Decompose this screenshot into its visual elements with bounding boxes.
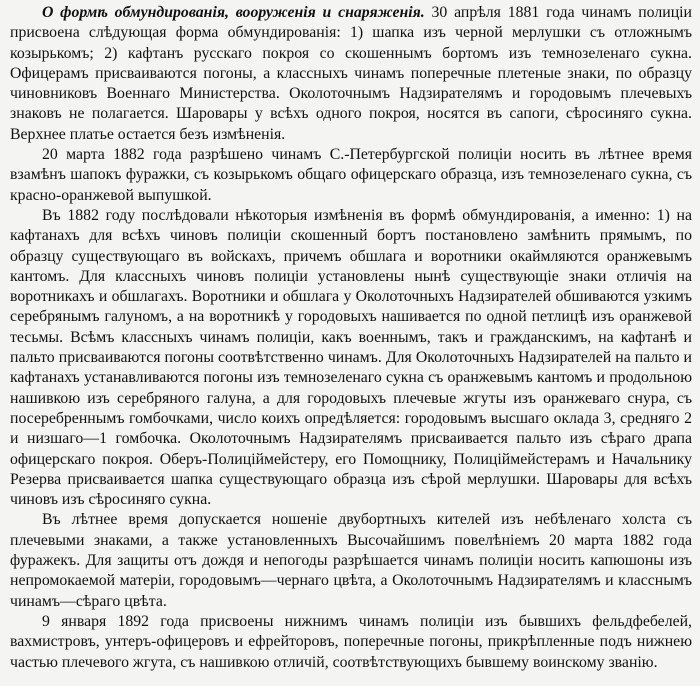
paragraph-5: 9 января 1892 года присвоены нижнимъ чинамъ полиціи изъ бывшихъ фельдфебелей, вахмистровъ, унтеръ-офицеровъ и ефрейторовъ, поперечные погоны, прикрѣпленные подъ нижнею частью плечевого жгута, съ нашивкою отличій, соотвѣтствующихъ бывшему воинскому званію. <box>10 612 692 671</box>
paragraph-1-text: 30 апрѣля 1881 года чинамъ полиціи присвоена слѣдующая форма обмундированія: 1) шапка изъ черной мерлушки съ отложнымъ козырькомъ; 2) кафтанъ русскаго покроя со скошеннымъ бортомъ изъ темнозеленаго сукна. Офицерамъ присваиваются погоны, а классныхъ чинамъ поперечные плетеные знаки, по образцу чиновниковъ Военнаго Министерства. Околоточнымъ Надзирателямъ и городовымъ плечевыхъ знаковъ не полагается. Шаровары у всѣхъ одного покроя, носятся въ сапоги, сѣросиняго сукна. Верхнее платье остается безъ измѣненія. <box>10 4 693 143</box>
paragraph-4: Въ лѣтнее время допускается ношеніе двубортныхъ кителей изъ небѣленаго холста съ плечевыми знаками, а также установленныхъ Высочайшимъ повелѣніемъ 20 марта 1882 года фуражекъ. Для защиты отъ дождя и непогоды разрѣшается чинамъ полиціи носить капюшоны изъ непромокаемой матеріи, городовымъ—чернаго цвѣта, а Околоточнымъ Надзирателямъ и класснымъ чинамъ—сѣраго цвѣта. <box>10 511 692 610</box>
paragraph-2: 20 марта 1882 года разрѣшено чинамъ С.-Петербургской полиціи носить въ лѣтнее время взамѣнъ шапокъ фуражки, съ козырькомъ общаго офицерскаго образца, изъ темнозеленаго сукна, съ красно-оранжевой выпушкой. <box>10 146 692 204</box>
paragraph-3: Въ 1882 году послѣдовали нѣкоторыя измѣненія въ формѣ обмундированія, а именно: 1) на кафтанахъ для всѣхъ чиновъ полиціи скошенный бортъ постановлено замѣнить прямымъ, по образцу существующаго въ войскахъ, причемъ обшлага и воротники окаймляются оранжевымъ кантомъ. Для классныхъ чиновъ полиціи установлены нынѣ существующіе знаки отличія на воротникахъ и обшлагахъ. Воротники и обшлага у Околоточныхъ Надзирателей обшиваются узкимъ серебрянымъ галуномъ, а на воротникѣ у городовыхъ нашивается по одной петлицѣ изъ оранжевой тесьмы. Всѣмъ классныхъ чинамъ полиціи, какъ военнымъ, такъ и гражданскимъ, на кафтанѣ и пальто присваиваются погоны соотвѣтственно чинамъ. Для Околоточныхъ Надзирателей на пальто и кафтанахъ устанавливаются погоны изъ темнозеленаго сукна съ оранжевымъ кантомъ и продольною нашивкою изъ серебряного галуна, а для городовыхъ плечевые жгуты изъ оранжеваго снура, съ посеребреннымъ гомбочками, число коихъ опредѣляется: городовымъ высшаго оклада 3, средняго 2 и низшаго—1 гомбочка. Околоточнымъ Надзирателямъ присваивается пальто изъ сѣраго драпа офицерскаго покроя. Оберъ-Полиціймейстеру, его Помощнику, Полиціймейстерамъ и Начальнику Резерва присваивается шапка существующаго образца изъ сѣрой мерлушки. Шаровары для всѣхъ чиновъ изъ сѣросиняго сукна. <box>10 206 692 509</box>
section-heading: О формѣ обмундированія, вооруженія и снаряженія. <box>42 4 425 21</box>
paragraph-1 <box>10 3 692 145</box>
